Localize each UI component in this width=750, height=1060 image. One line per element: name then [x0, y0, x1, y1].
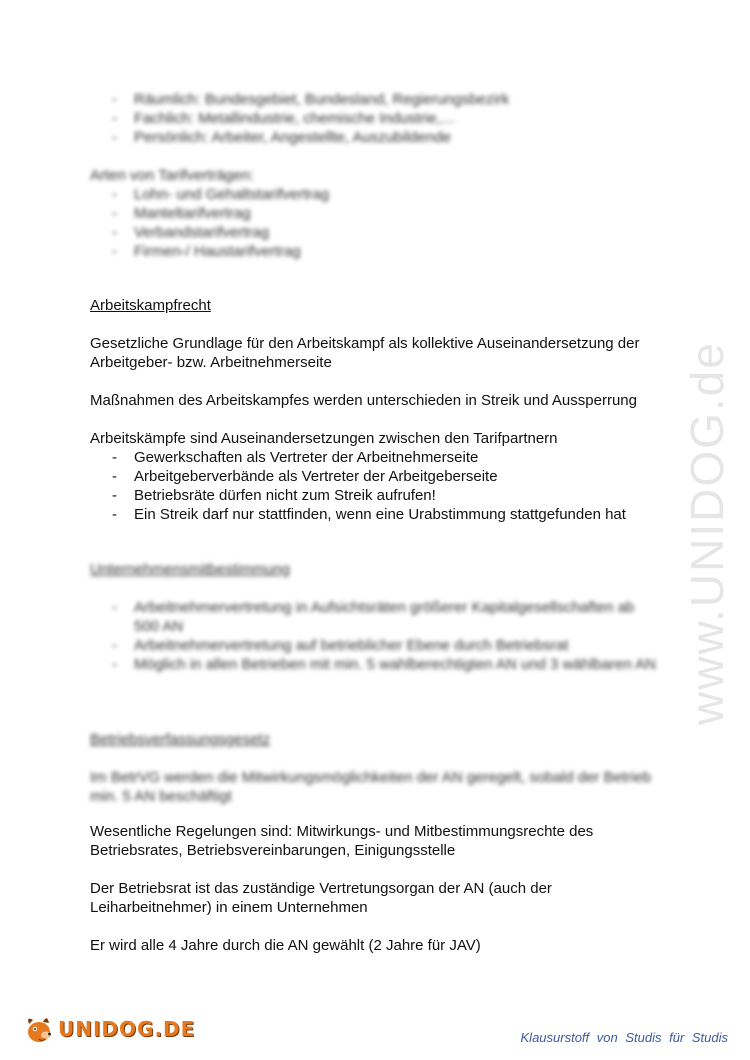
watermark-text: www.UNIDOG.de: [681, 341, 733, 725]
paragraph: Maßnahmen des Arbeitskampfes werden unterschieden in Streik und Aussperrung: [90, 392, 637, 409]
section-heading: Unternehmensmitbestimmung: [90, 561, 291, 578]
section-heading: Arbeitskampfrecht: [90, 297, 211, 314]
list-item: - Gewerkschaften als Vertreter der Arbeitnehmerseite: [90, 448, 660, 467]
list-item: - Verbandstarifvertrag: [90, 223, 660, 242]
paragraph: Gesetzliche Grundlage für den Arbeitskampf als kollektive Auseinandersetzung der Arbeitgeber- bzw. Arbeitnehmerseite: [90, 335, 640, 371]
blurred-section-top: [90, 90, 660, 261]
paragraph: Im BetrVG werden die Mitwirkungsmöglichkeiten der AN geregelt, sobald der Betrieb min. 5 AN beschäftigt: [90, 769, 652, 805]
tarif-types-list: [90, 185, 660, 261]
section-heading: Betriebsverfassungsgesetz: [90, 731, 271, 748]
list-item: - Firmen-/ Haustarifvertrag: [90, 242, 660, 261]
paragraph: Wesentliche Regelungen sind: Mitwirkungs- und Mitbestimmungsrechte des Betriebsrates, Betriebsvereinbarungen, Einigungsstelle: [90, 823, 594, 859]
list-item: - Betriebsräte dürfen nicht zum Streik aufrufen!: [90, 486, 660, 505]
betrvg-details: [90, 822, 660, 955]
footer-tagline: Klausurstoff von Studis für Studis: [520, 1030, 728, 1045]
list-item: - Räumlich: Bundesgebiet, Bundesland, Regierungsbezirk: [90, 90, 660, 109]
list-item: - Arbeitnehmervertretung auf betrieblicher Ebene durch Betriebsrat: [90, 636, 660, 655]
watermark: [678, 270, 738, 730]
blurred-section-mitbestimmung: [90, 560, 660, 674]
arten-title: Arten von Tarifverträgen:: [90, 167, 254, 184]
list-item: - Ein Streik darf nur stattfinden, wenn eine Urabstimmung stattgefunden hat: [90, 505, 660, 524]
mitbestimmung-list: [90, 598, 660, 674]
footer-logo: [22, 1012, 195, 1046]
scope-list: [90, 90, 660, 147]
list-item: - Möglich in allen Betrieben mit min. 5 wahlberechtigten AN und 3 wählbaren AN: [90, 655, 660, 674]
list-item: - Lohn- und Gehaltstarifvertrag: [90, 185, 660, 204]
list-item: - Persönlich: Arbeiter, Angestellte, Auszubildende: [90, 128, 660, 147]
list-item: - Manteltarifvertrag: [90, 204, 660, 223]
logo-text: UNIDOG.DE: [58, 1017, 196, 1041]
dog-mascot-icon: [22, 1012, 56, 1046]
paragraph: Arbeitskämpfe sind Auseinandersetzungen zwischen den Tarifpartnern: [90, 430, 558, 447]
list-item: - Fachlich: Metallindustrie, chemische Industrie,…: [90, 109, 660, 128]
paragraph: Der Betriebsrat ist das zuständige Vertretungsorgan der AN (auch der Leiharbeitnehmer) in einem Unternehmen: [90, 880, 552, 916]
paragraph: Er wird alle 4 Jahre durch die AN gewählt (2 Jahre für JAV): [90, 937, 481, 954]
blurred-section-betrvg: [90, 730, 660, 806]
list-item: - Arbeitgeberverbände als Vertreter der Arbeitgeberseite: [90, 467, 660, 486]
list-item: - Arbeitnehmervertretung in Aufsichtsräten größerer Kapitalgesellschaften ab 500 AN: [90, 598, 660, 636]
arbeitskampf-section: [90, 296, 660, 524]
tarifpartner-list: [90, 448, 660, 524]
